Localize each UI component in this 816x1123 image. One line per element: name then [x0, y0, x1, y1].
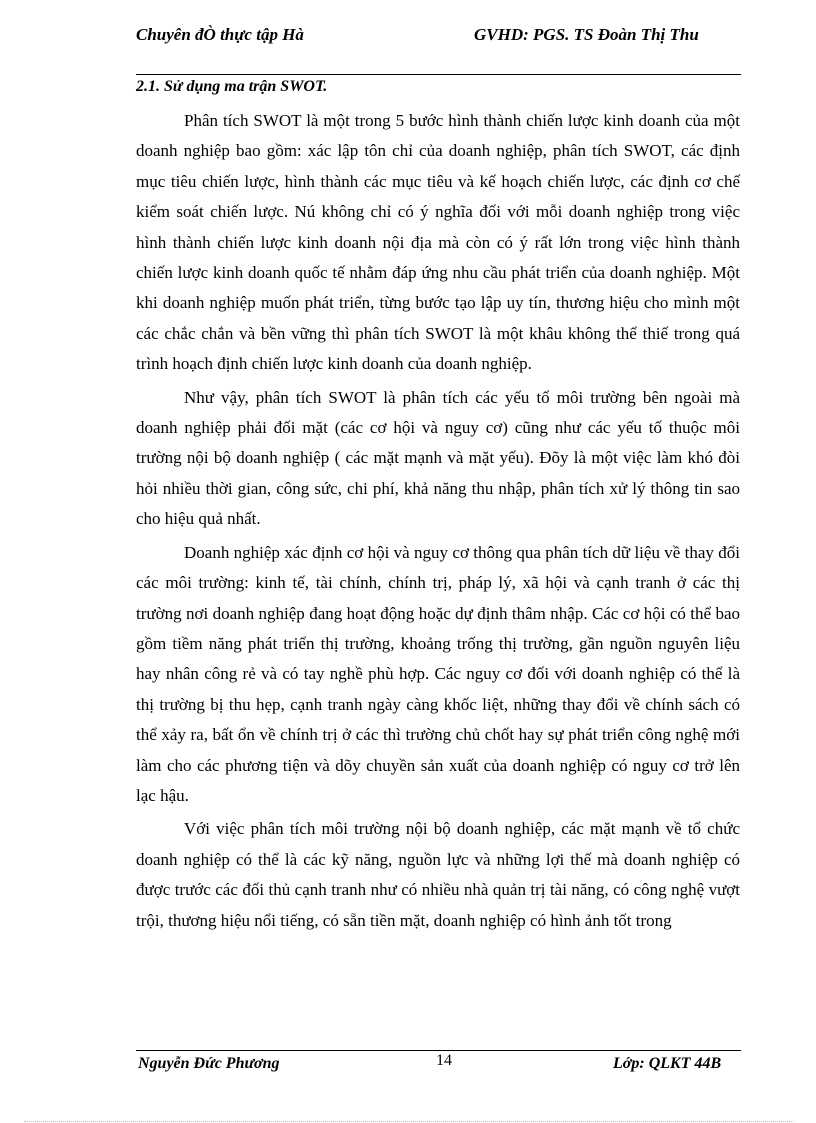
page-edge-divider	[24, 1121, 794, 1122]
header-supervisor: GVHD: PGS. TS Đoàn Thị Thu	[474, 25, 699, 44]
footer-class: Lớp: QLKT 44B	[613, 1055, 722, 1072]
paragraph-1: Phân tích SWOT là một trong 5 bước hình thành chiến lược kinh doanh của một doanh nghiệp bao gồm: xác lập tôn chỉ của doanh nghiệp, phân tích SWOT, các định mục tiêu chiến lược, hình thành các mục tiêu và kế hoạch chiến lược, các định cơ chế kiểm soát chiến lược. Nú không chỉ có ý nghĩa đối với mỗi doanh nghiệp trong việc hình thành chiến lược kinh doanh nội địa mà còn có ý rất lớn trong việc hình thành chiến lược kinh doanh quốc tế nhằm đáp ứng nhu cầu phát triển của doanh nghiệp. Một khi doanh nghiệp muốn phát triển, từng bước tạo lập uy tín, thương hiệu cho mình một các chắc chắn và bền vững thì phân tích SWOT là một khâu không thể thiế trong quá trình hoạch định chiến lược kinh doanh của doanh nghiệp.	[136, 111, 740, 374]
paragraph-4: Với việc phân tích môi trường nội bộ doanh nghiệp, các mặt mạnh về tổ chức doanh nghiệp có thể là các kỹ năng, nguồn lực và những lợi thế mà doanh nghiệp có được trước các đối thủ cạnh tranh như có nhiều nhà quản trị tài năng, có công nghệ vượt trội, thương hiệu nổi tiếng, có sẵn tiền mặt, doanh nghiệp có hình ảnh tốt trong	[136, 819, 740, 930]
footer-author: Nguyễn Đức Phương	[138, 1055, 280, 1072]
paragraph-2: Như vậy, phân tích SWOT là phân tích các yếu tố môi trường bên ngoài mà doanh nghiệp phải đối mặt (các cơ hội và nguy cơ) cũng như các yếu tố thuộc môi trường nội bộ doanh nghiệp ( các mặt mạnh và mặt yếu). Đõy là một việc làm khó đòi hỏi nhiều thời gian, công sức, chi phí, khả năng thu nhập, phân tích xử lý thông tin sao cho hiệu quả nhất.	[136, 387, 740, 529]
header-divider	[136, 74, 741, 75]
body-text	[136, 106, 740, 936]
header-title: Chuyên đÒ thực tập Hà	[136, 25, 304, 44]
section-title: 2.1. Sử dụng ma trận SWOT.	[136, 78, 328, 95]
paragraph-3: Doanh nghiệp xác định cơ hội và nguy cơ thông qua phân tích dữ liệu về thay đổi các môi trường: kinh tế, tài chính, chính trị, pháp lý, xã hội và cạnh tranh ở các thị trường nơi doanh nghiệp đang hoạt động hoặc dự định thâm nhập. Các cơ hội có thể bao gồm tiềm năng phát triển thị trường, khoảng trống thị trường, gần nguồn nguyên liệu hay nhân công rẻ và có tay nghề phù hợp. Các nguy cơ đối với doanh nghiệp có thể là thị trường bị thu hẹp, cạnh tranh ngày càng khốc liệt, những thay đổi về chính sách có thể xảy ra, bất ổn về chính trị ở các thì trường chủ chốt hay sự phát triển công nghệ mới làm cho các phương tiện và dõy chuyền sản xuất của doanh nghiệp có nguy cơ trở lên lạc hậu.	[136, 542, 740, 805]
page-number: 14	[436, 1052, 452, 1069]
